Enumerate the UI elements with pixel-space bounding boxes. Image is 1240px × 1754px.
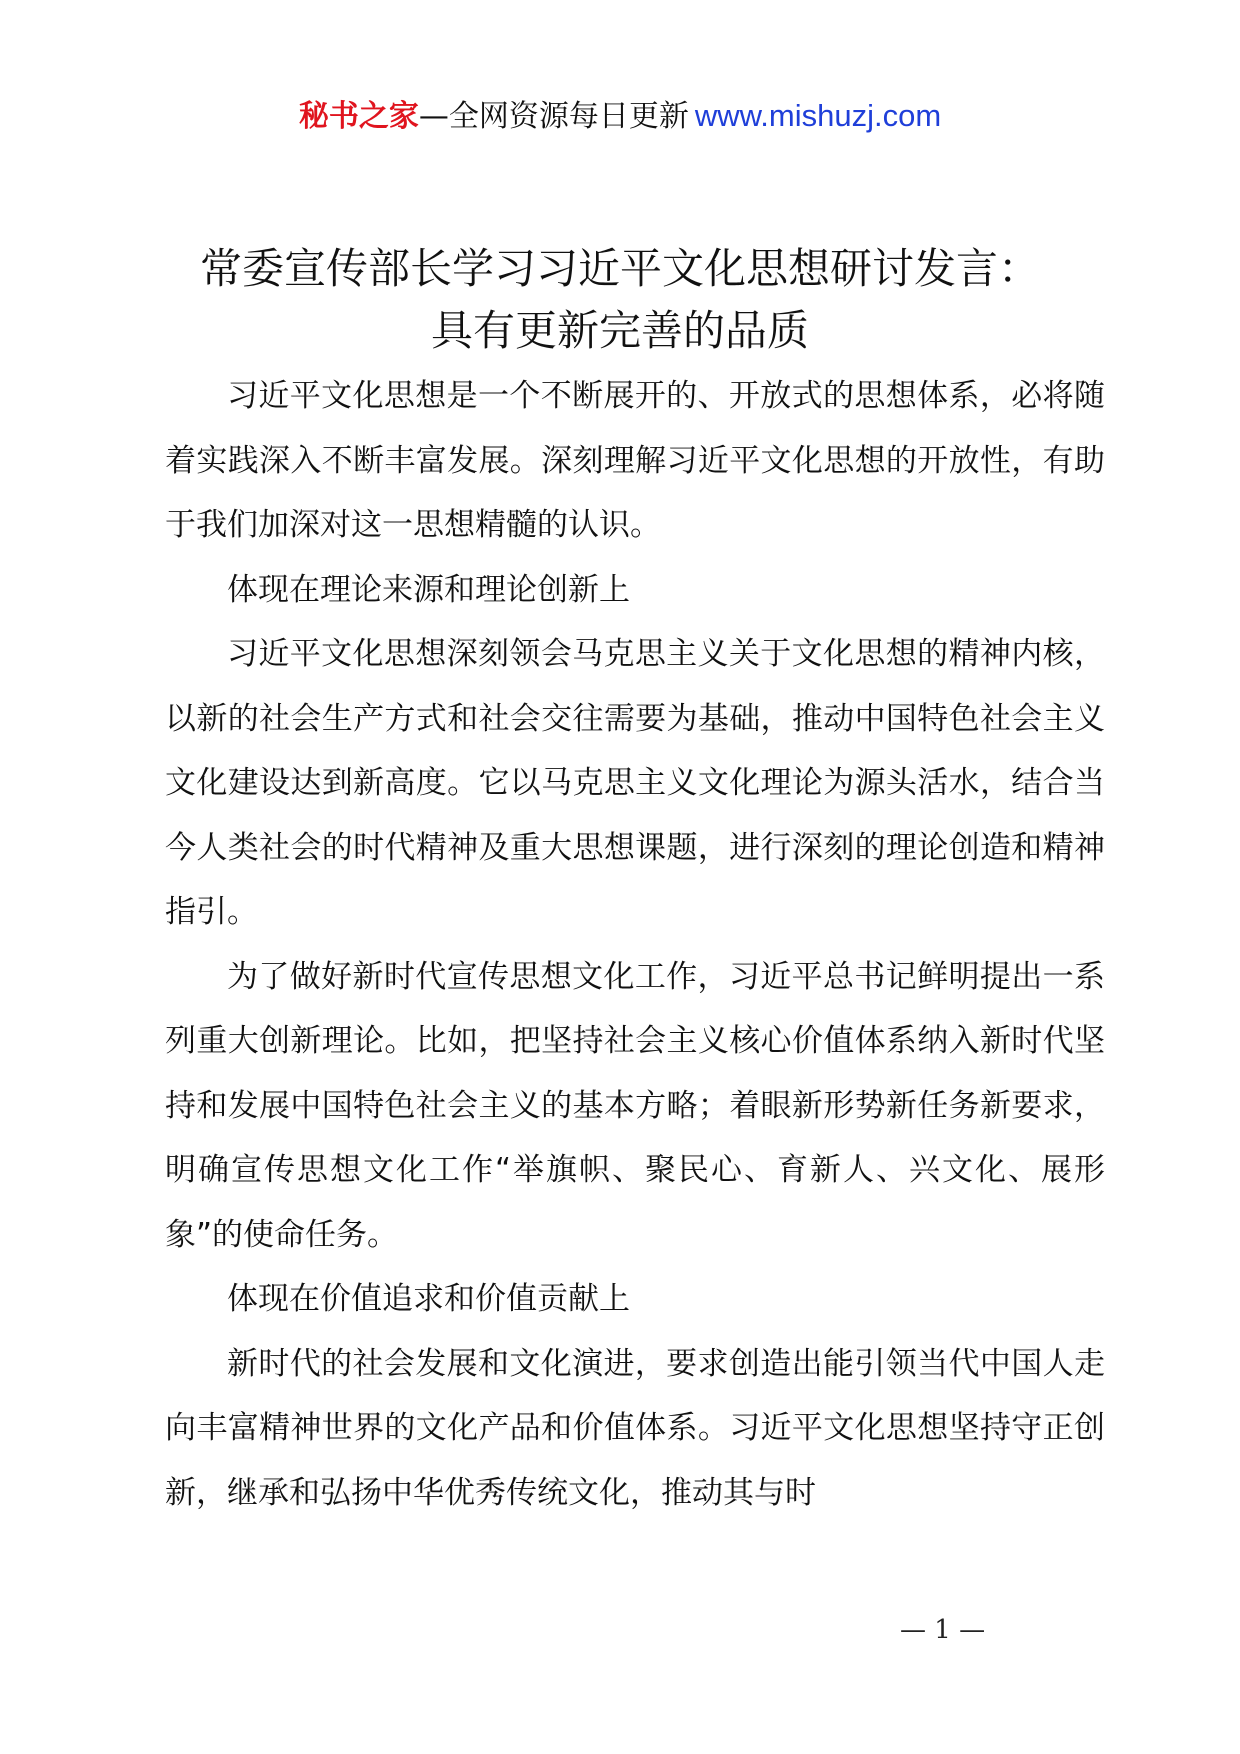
paragraph-theory-innovation: 为了做好新时代宣传思想文化工作，习近平总书记鲜明提出一系列重大创新理论。比如，把坚持社会主义核心价值体系纳入新时代坚持和发展中国特色社会主义的基本方略；着眼新形势新任务新要求，明确宣传思想文化工作“举旗帜、聚民心、育新人、兴文化、展形象”的使命任务。 (165, 958, 1105, 1253)
paragraph-intro: 习近平文化思想是一个不断展开的、开放式的思想体系，必将随着实践深入不断丰富发展。深刻理解习近平文化思想的开放性，有助于我们加深对这一思想精髓的认识。 (165, 378, 1105, 543)
document-title (150, 238, 1090, 362)
site-tagline: —全网资源每日更新 (418, 99, 689, 134)
paragraph-theory-source: 习近平文化思想深刻领会马克思主义关于文化思想的精神内核，以新的社会生产方式和社会交往需要为基础，推动中国特色社会主义文化建设达到新高度。它以马克思主义文化理论为源头活水，结合当今人类社会的时代精神及重大思想课题，进行深刻的理论创造和精神指引。 (165, 636, 1105, 930)
page-number: — 1 — (900, 1615, 986, 1645)
document-body (165, 364, 1105, 1525)
section-heading-value: 体现在价值追求和价值贡献上 (227, 1281, 630, 1317)
title-line-1: 常委宣传部长学习习近平文化思想研讨发言： (199, 244, 1040, 293)
paragraph-value: 新时代的社会发展和文化演进，要求创造出能引领当代中国人走向丰富精神世界的文化产品和价值体系。习近平文化思想坚持守正创新，继承和弘扬中华优秀传统文化，推动其与时 (165, 1345, 1105, 1511)
title-line-2: 具有更新完善的品质 (430, 306, 809, 355)
section-heading-theory: 体现在理论来源和理论创新上 (227, 571, 630, 608)
site-brand: 秘书之家 (298, 99, 419, 134)
site-url[interactable]: www.mishuzj.com (694, 98, 942, 133)
site-header (0, 96, 1240, 137)
